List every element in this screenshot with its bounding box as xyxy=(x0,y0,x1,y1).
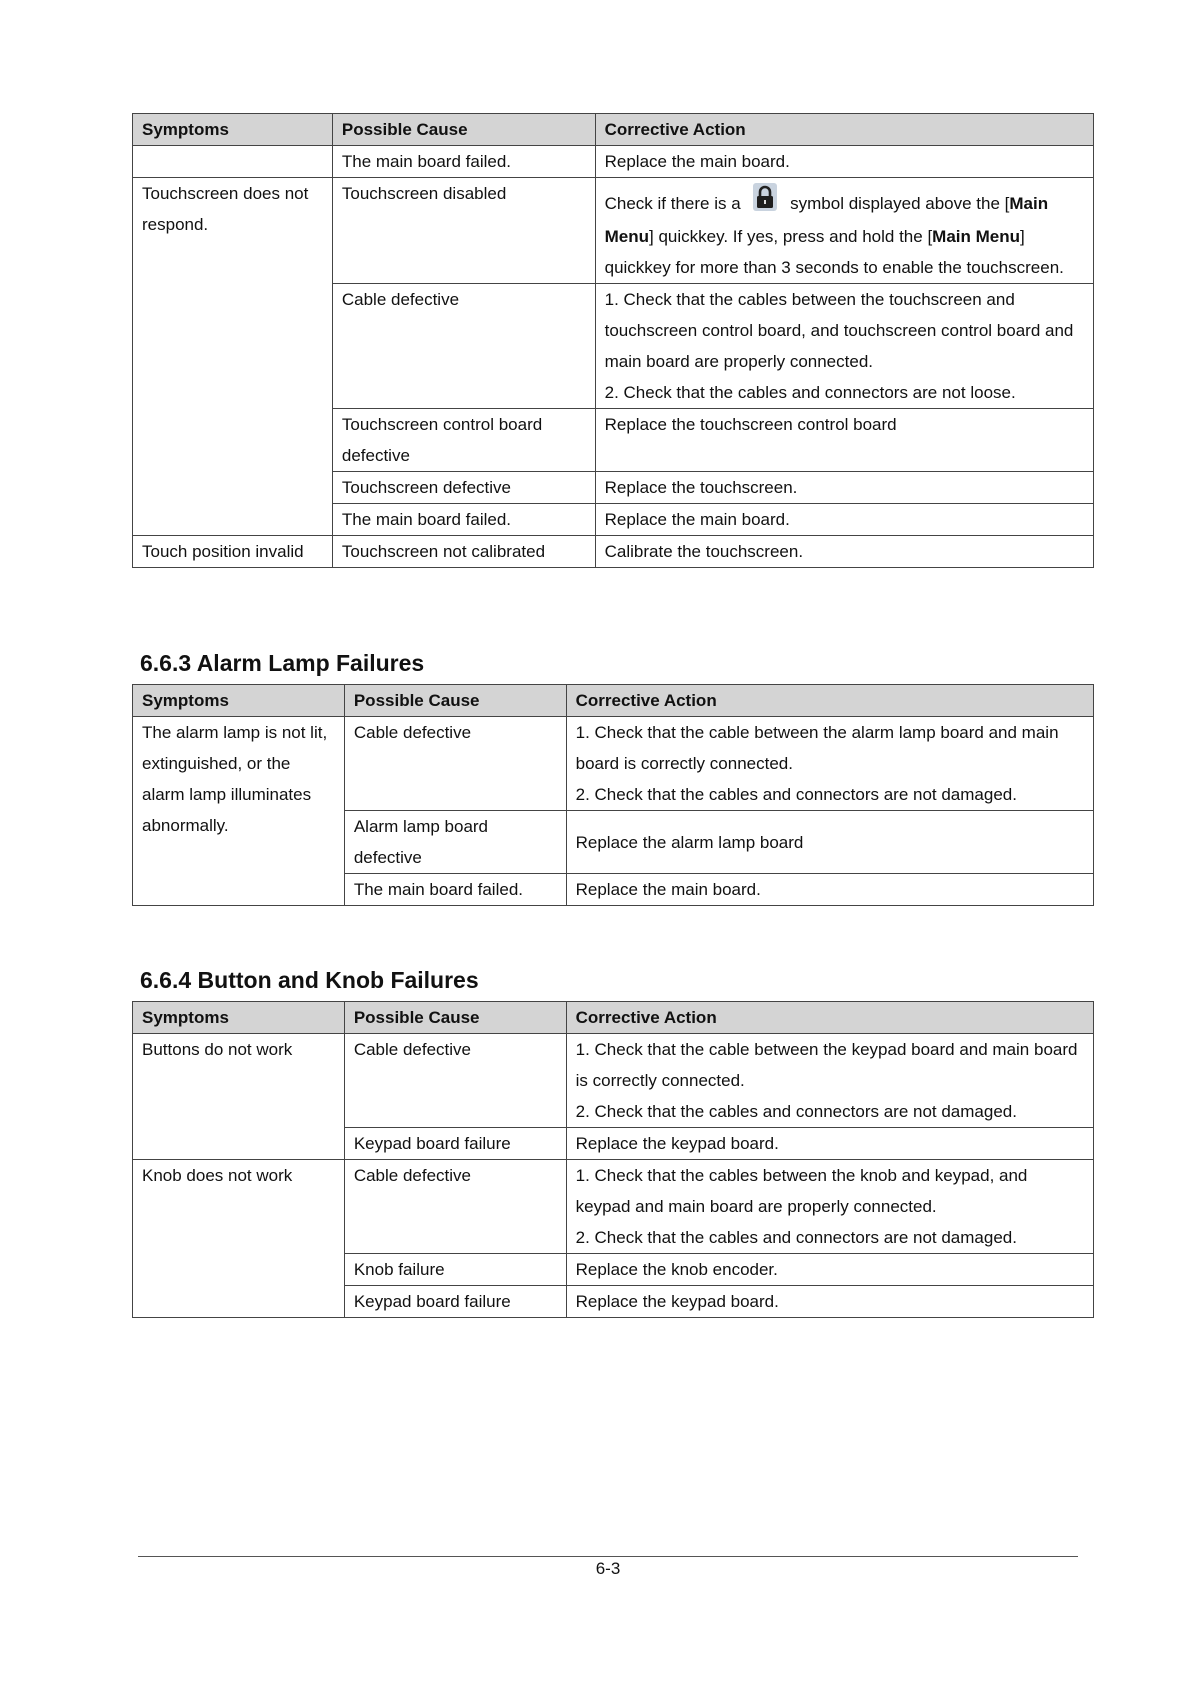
header-possible-cause: Possible Cause xyxy=(344,685,566,717)
action-cell: Replace the main board. xyxy=(595,146,1093,178)
action-cell: Calibrate the touchscreen. xyxy=(595,535,1093,567)
cause-cell: Keypad board failure xyxy=(344,1128,566,1160)
cause-cell: Keypad board failure xyxy=(344,1286,566,1318)
cause-cell: The main board failed. xyxy=(344,874,566,906)
table-header-row xyxy=(133,1002,1094,1034)
lock-icon xyxy=(753,183,777,221)
table-row xyxy=(133,146,1094,178)
table-row xyxy=(133,535,1094,567)
touchscreen-failures-table xyxy=(132,113,1094,568)
cause-cell: Cable defective xyxy=(344,717,566,811)
section-title-alarm-lamp: 6.6.3 Alarm Lamp Failures xyxy=(140,650,425,676)
header-corrective-action: Corrective Action xyxy=(595,114,1093,146)
cause-cell: Alarm lamp board defective xyxy=(344,811,566,874)
header-possible-cause: Possible Cause xyxy=(332,114,595,146)
cause-cell: Cable defective xyxy=(344,1160,566,1254)
cause-cell: Cable defective xyxy=(344,1034,566,1128)
symptom-cell: The alarm lamp is not lit, extinguished, or the alarm lamp illuminates abnormally. xyxy=(133,717,345,906)
action-cell: Replace the touchscreen. xyxy=(595,471,1093,503)
header-possible-cause: Possible Cause xyxy=(344,1002,566,1034)
alarm-lamp-failures-table xyxy=(132,684,1094,906)
cause-cell: Touchscreen not calibrated xyxy=(332,535,595,567)
symptom-cell: Knob does not work xyxy=(133,1160,345,1318)
table-header-row xyxy=(133,114,1094,146)
button-knob-failures-table xyxy=(132,1001,1094,1318)
header-symptoms: Symptoms xyxy=(133,1002,345,1034)
table-row xyxy=(133,1034,1094,1128)
action-cell: 1. Check that the cables between the knob and keypad, and keypad and main board are properly connected. 2. Check that the cables and connectors are not damaged. xyxy=(566,1160,1093,1254)
cause-cell: The main board failed. xyxy=(332,146,595,178)
header-corrective-action: Corrective Action xyxy=(566,685,1093,717)
cause-cell: Cable defective xyxy=(332,283,595,408)
table-header-row xyxy=(133,685,1094,717)
action-cell: Check if there is a symbol displayed above the [Main Menu] quickkey. If yes, press and hold the [Main Menu] quickkey for more than 3 seconds to enable the touchscreen. xyxy=(595,178,1093,284)
cause-cell: Touchscreen control board defective xyxy=(332,408,595,471)
action-cell: Replace the main board. xyxy=(566,874,1093,906)
header-corrective-action: Corrective Action xyxy=(566,1002,1093,1034)
action-cell: Replace the knob encoder. xyxy=(566,1254,1093,1286)
footer-divider xyxy=(138,1556,1078,1557)
cause-cell: The main board failed. xyxy=(332,503,595,535)
section-title-button-knob: 6.6.4 Button and Knob Failures xyxy=(140,967,479,993)
action-cell: 1. Check that the cable between the keypad board and main board is correctly connected. 2. Check that the cables and connectors are not damaged. xyxy=(566,1034,1093,1128)
action-cell: Replace the keypad board. xyxy=(566,1128,1093,1160)
action-cell: Replace the keypad board. xyxy=(566,1286,1093,1318)
action-cell: Replace the alarm lamp board xyxy=(566,811,1093,874)
action-cell: Replace the main board. xyxy=(595,503,1093,535)
symptom-cell: Touch position invalid xyxy=(133,535,333,567)
cause-cell: Touchscreen disabled xyxy=(332,178,595,284)
symptom-cell: Buttons do not work xyxy=(133,1034,345,1160)
action-cell: 1. Check that the cable between the alarm lamp board and main board is correctly connected. 2. Check that the cables and connectors are not damaged. xyxy=(566,717,1093,811)
symptom-cell xyxy=(133,146,333,178)
symptom-cell: Touchscreen does not respond. xyxy=(133,178,333,536)
table-row xyxy=(133,178,1094,284)
header-symptoms: Symptoms xyxy=(133,114,333,146)
page-number: 6-3 xyxy=(595,1559,621,1578)
header-symptoms: Symptoms xyxy=(133,685,345,717)
table-row xyxy=(133,1160,1094,1254)
action-cell: 1. Check that the cables between the touchscreen and touchscreen control board, and touchscreen control board and main board are properly connected. 2. Check that the cables and connectors are not loose. xyxy=(595,283,1093,408)
cause-cell: Knob failure xyxy=(344,1254,566,1286)
table-row xyxy=(133,717,1094,811)
action-cell: Replace the touchscreen control board xyxy=(595,408,1093,471)
cause-cell: Touchscreen defective xyxy=(332,471,595,503)
